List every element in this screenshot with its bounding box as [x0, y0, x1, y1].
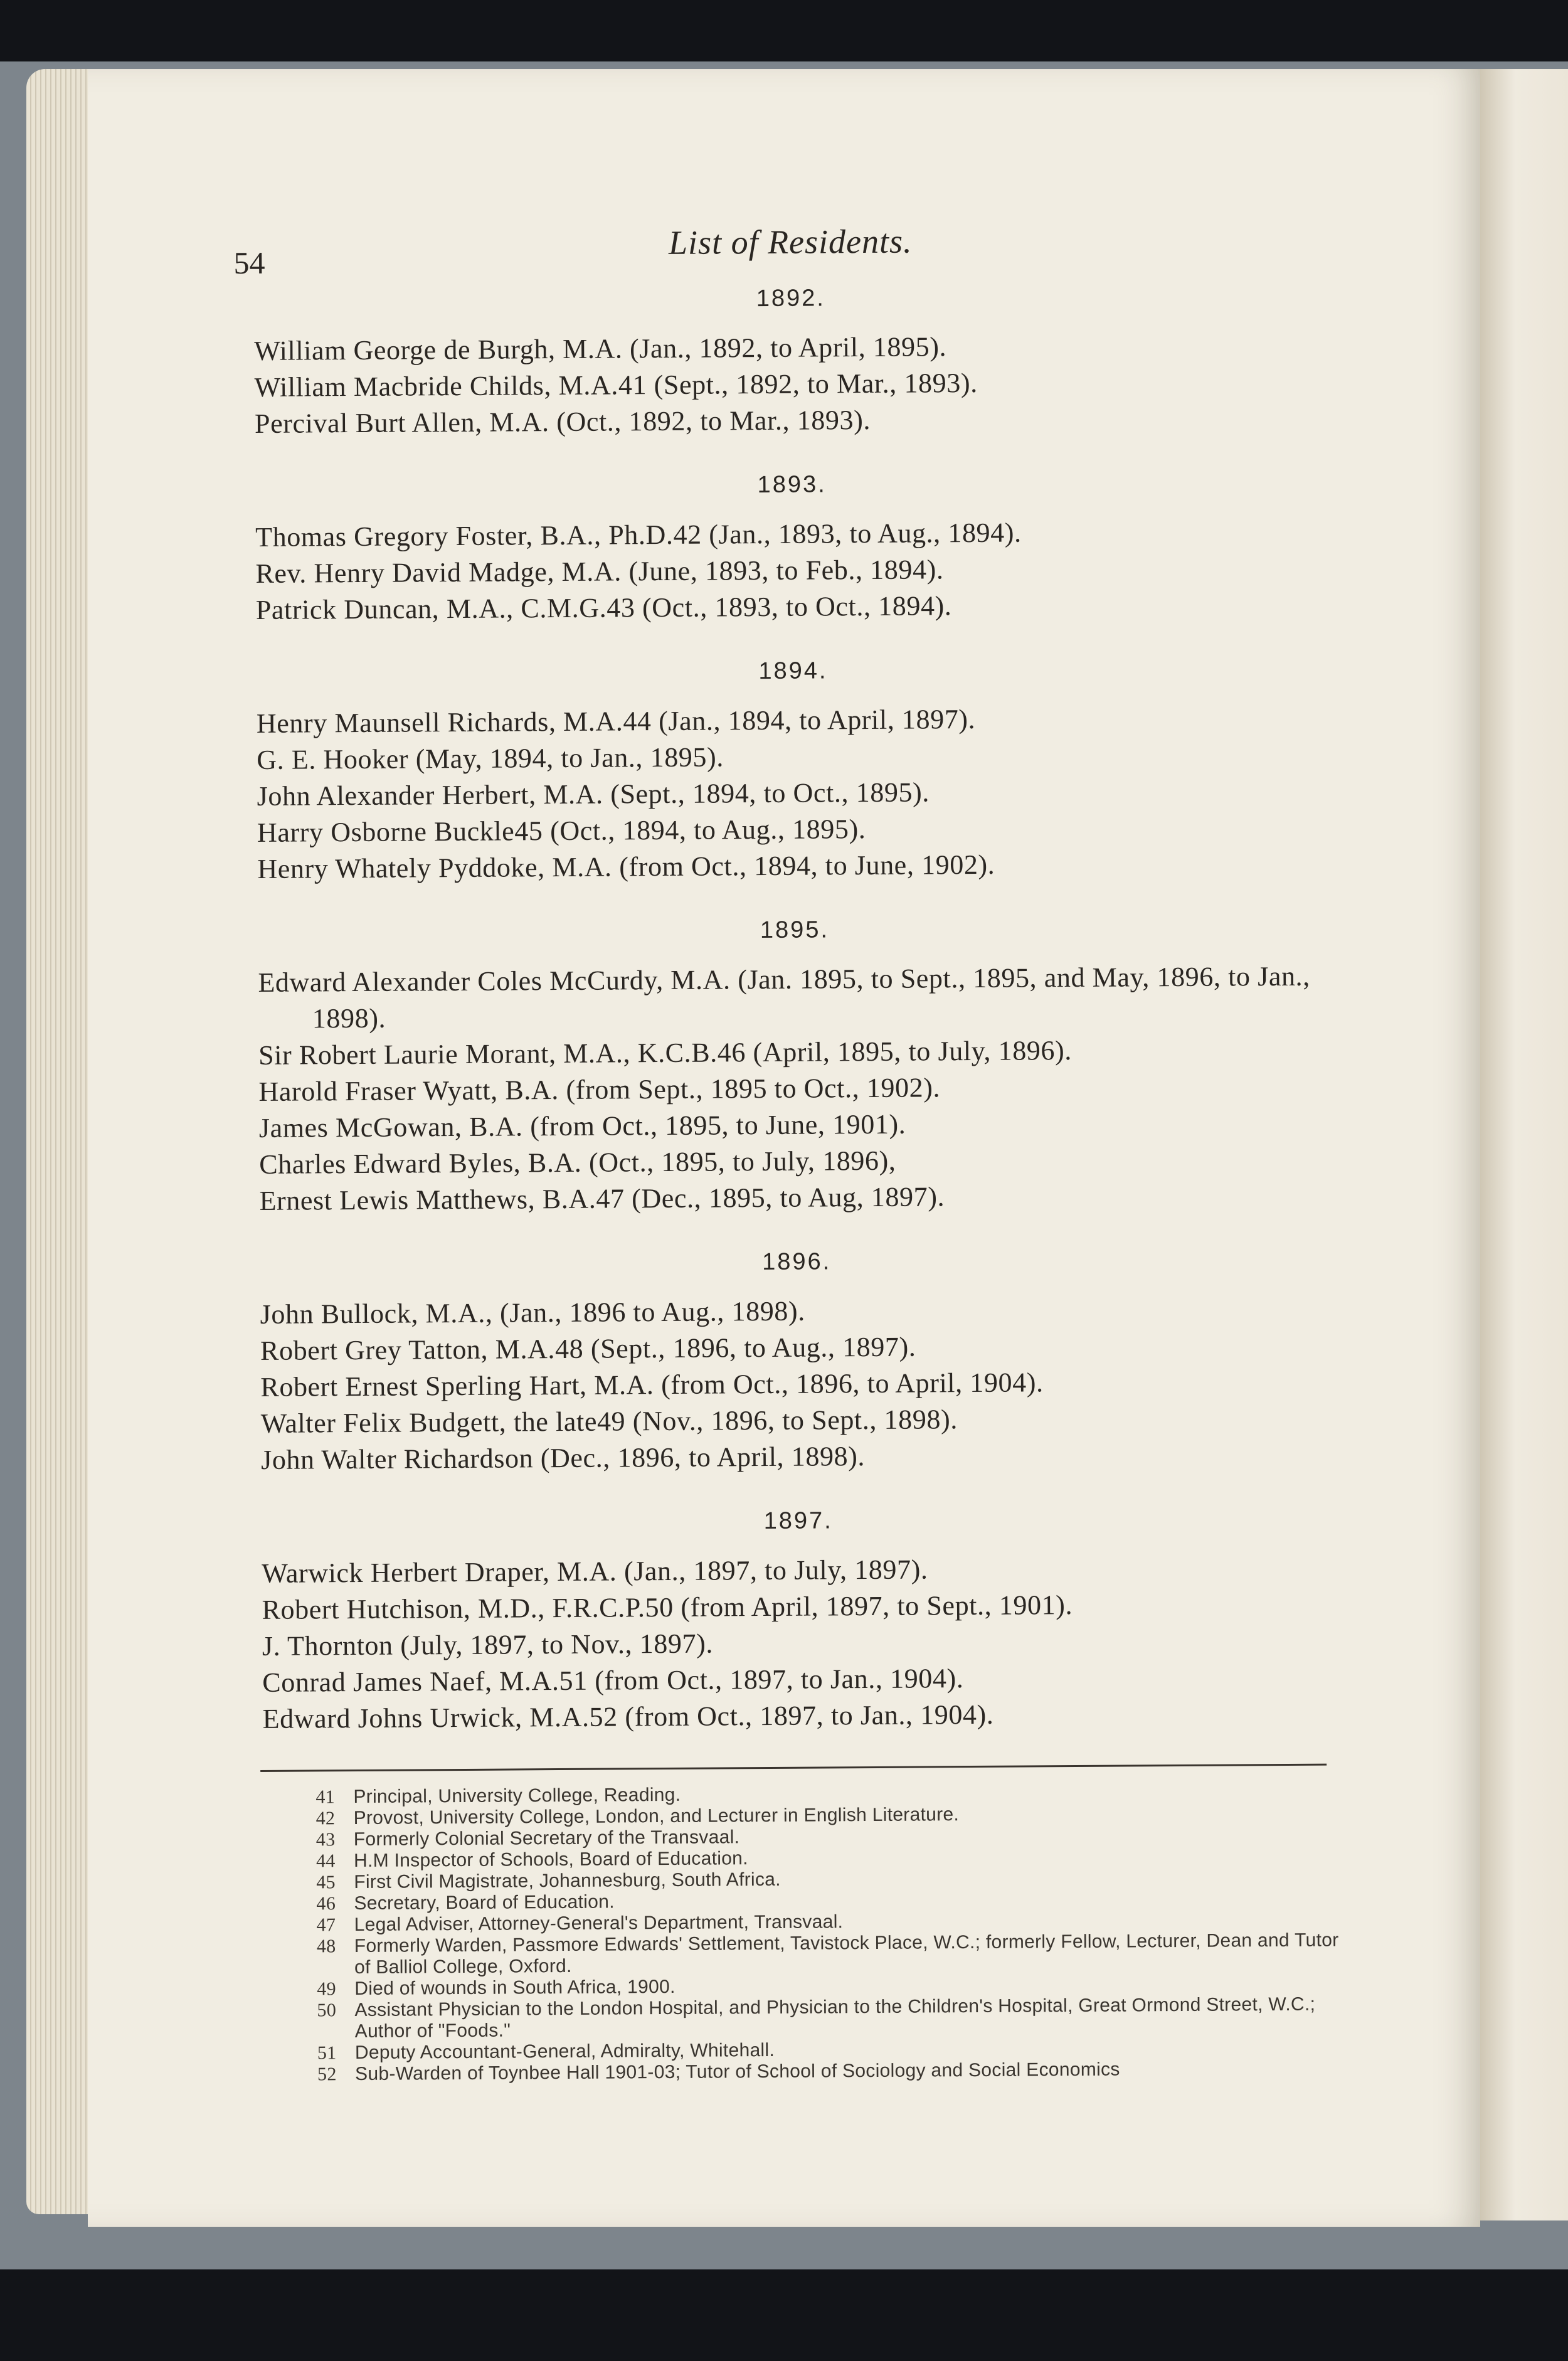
footnote-number: 46 — [316, 1893, 336, 1914]
resident-entry: Walter Felix Budgett, the late49 (Nov., 1896, to Sept., 1898). — [260, 1404, 958, 1439]
footnote-number: 41 — [315, 1786, 336, 1808]
resident-entry: Robert Grey Tatton, M.A.48 (Sept., 1896, to Aug., 1897). — [260, 1331, 916, 1366]
resident-entry: Robert Ernest Sperling Hart, M.A. (from Oct., 1896, to April, 1904). — [260, 1367, 1044, 1403]
resident-entry: Robert Hutchison, M.D., F.R.C.P.50 (from April, 1897, to Sept., 1901). — [262, 1589, 1073, 1625]
footnote-number: 51 — [317, 2042, 337, 2064]
footnote-number: 52 — [317, 2064, 337, 2085]
resident-entry: G. E. Hooker (May, 1894, to Jan., 1895). — [257, 741, 724, 775]
footnote-number: 48 — [316, 1936, 336, 1957]
resident-entry: William George de Burgh, M.A. (Jan., 1892, to April, 1895). — [254, 331, 947, 366]
resident-entry: Henry Maunsell Richards, M.A.44 (Jan., 1894, to April, 1897). — [256, 703, 976, 739]
page-text-area — [233, 206, 1341, 2085]
page-header — [233, 206, 1330, 289]
resident-entry: Harry Osborne Buckle45 (Oct., 1894, to Aug., 1895). — [257, 814, 866, 848]
resident-entry: John Alexander Herbert, M.A. (Sept., 1894, to Oct., 1895). — [257, 777, 930, 812]
footnote-text: Provost, University College, London, and Lecturer in English Literature. — [353, 1804, 960, 1829]
residents-list — [252, 282, 1339, 1737]
footnote-text: Formerly Warden, Passmore Edwards' Settlement, Tavistock Place, W.C.; formerly Fellow, Lecturer, Dean and Tutor of Balliol College, Oxford. — [354, 1929, 1339, 1978]
page-number: 54 — [233, 245, 265, 281]
resident-entry: John Walter Richardson (Dec., 1896, to April, 1898). — [260, 1441, 866, 1475]
year-heading: 1892. — [756, 285, 826, 312]
footnote-text: H.M Inspector of Schools, Board of Education. — [353, 1848, 748, 1872]
footnote-text: Assistant Physician to the London Hospital, and Physician to the Children's Hospital, Great Ormond Street, W.C.; Author of "Foods." — [354, 1993, 1316, 2042]
year-heading: 1895. — [760, 916, 830, 944]
resident-entry: Patrick Duncan, M.A., C.M.G.43 (Oct., 1893, to Oct., 1894). — [255, 590, 952, 625]
resident-entry: Thomas Gregory Foster, B.A., Ph.D.42 (Jan., 1893, to Aug., 1894). — [255, 517, 1022, 553]
footnote-number: 47 — [316, 1914, 336, 1936]
resident-entry: Percival Burt Allen, M.A. (Oct., 1892, to Mar., 1893). — [254, 404, 871, 439]
year-heading: 1894. — [758, 657, 828, 685]
year-section — [255, 913, 1336, 1219]
resident-entry: Edward Johns Urwick, M.A.52 (from Oct., 1897, to Jan., 1904). — [262, 1699, 994, 1734]
footnotes — [260, 1780, 1341, 2085]
year-section — [257, 1245, 1337, 1478]
resident-entry: Ernest Lewis Matthews, B.A.47 (Dec., 1895, to Aug, 1897). — [259, 1181, 945, 1216]
footnote-number: 44 — [315, 1850, 336, 1872]
footnote-number: 50 — [317, 2000, 337, 2021]
year-heading: 1897. — [763, 1507, 833, 1535]
resident-entry: John Bullock, M.A., (Jan., 1896 to Aug., 1898). — [260, 1295, 805, 1330]
footnote-rule — [260, 1764, 1327, 1772]
facing-page-edge — [1480, 69, 1568, 2220]
footnote-text: First Civil Magistrate, Johannesburg, South Africa. — [354, 1869, 781, 1893]
footnote-text: Deputy Accountant-General, Admiralty, Whitehall. — [354, 2039, 775, 2064]
resident-entry: Henry Whately Pyddoke, M.A. (from Oct., 1894, to June, 1902). — [257, 849, 995, 884]
resident-entry: Charles Edward Byles, B.A. (Oct., 1895, to July, 1896), — [259, 1145, 896, 1180]
resident-entry: Edward Alexander Coles McCurdy, M.A. (Jan. 1895, to Sept., 1895, and May, 1896, to Jan., 1898). — [258, 960, 1310, 1034]
footnote — [262, 1929, 1340, 1979]
year-heading: 1893. — [757, 471, 827, 499]
footnote-number: 43 — [315, 1829, 336, 1850]
resident-entry: J. Thornton (July, 1897, to Nov., 1897). — [262, 1628, 714, 1662]
resident-entry: Warwick Herbert Draper, M.A. (Jan., 1897, to July, 1897). — [262, 1554, 928, 1589]
year-section — [259, 1504, 1339, 1738]
footnote-text: Legal Adviser, Attorney-General's Department, Transvaal. — [354, 1911, 844, 1936]
year-section — [253, 468, 1332, 629]
footnote-text: Principal, University College, Reading. — [353, 1784, 681, 1808]
year-section — [253, 654, 1333, 888]
footnote-text: Died of wounds in South Africa, 1900. — [354, 1976, 675, 2000]
footnote — [262, 1993, 1340, 2043]
footnote-number: 49 — [317, 1978, 337, 2000]
footnote-text: Secretary, Board of Education. — [354, 1891, 615, 1914]
footnote-number: 42 — [315, 1808, 336, 1829]
year-heading: 1896. — [762, 1248, 832, 1276]
year-section — [252, 282, 1331, 442]
running-title: List of Residents. — [668, 222, 913, 262]
footnote-text: Formerly Colonial Secretary of the Transvaal. — [353, 1827, 740, 1850]
resident-entry: Conrad James Naef, M.A.51 (from Oct., 1897, to Jan., 1904). — [262, 1663, 964, 1698]
resident-entry: Harold Fraser Wyatt, B.A. (from Sept., 1895 to Oct., 1902). — [258, 1072, 941, 1107]
resident-entry: James McGowan, B.A. (from Oct., 1895, to June, 1901). — [258, 1108, 906, 1143]
resident-entry: Sir Robert Laurie Morant, M.A., K.C.B.46 (April, 1895, to July, 1896). — [258, 1035, 1073, 1071]
resident-entry: Rev. Henry David Madge, M.A. (June, 1893, to Feb., 1894). — [255, 554, 944, 589]
footnote-text: Sub-Warden of Toynbee Hall 1901-03; Tutor of School of Sociology and Social Economics — [355, 2059, 1120, 2085]
footnote-number: 45 — [316, 1872, 336, 1893]
resident-entry: William Macbride Childs, M.A.41 (Sept., 1892, to Mar., 1893). — [254, 367, 978, 403]
